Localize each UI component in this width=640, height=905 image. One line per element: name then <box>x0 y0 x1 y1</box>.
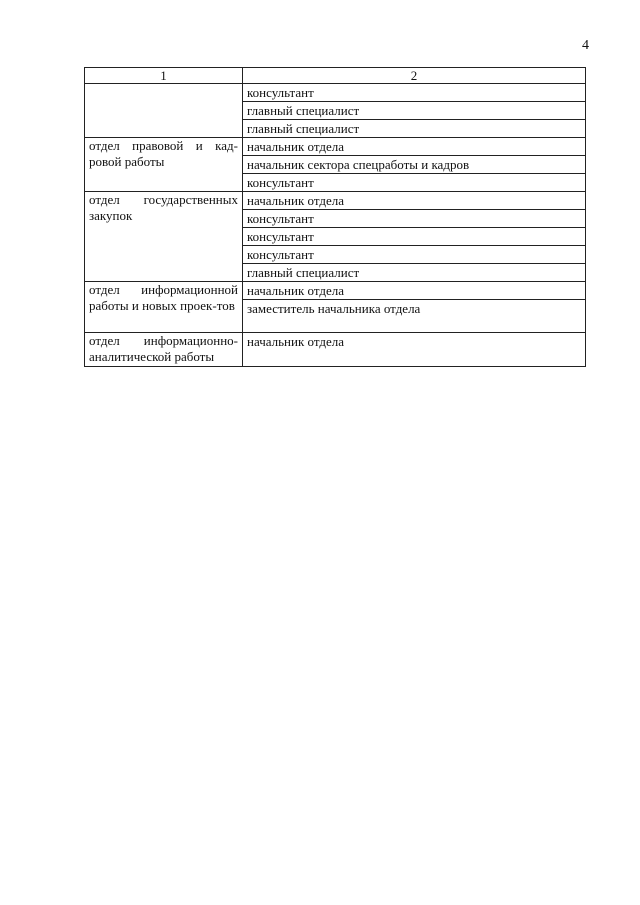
position-cell: начальник отдела <box>243 192 586 210</box>
table-row <box>85 282 586 300</box>
table-row <box>85 192 586 210</box>
position-cell: начальник отдела <box>243 333 586 367</box>
department-cell <box>85 84 243 138</box>
page-number: 4 <box>582 38 589 53</box>
table-row <box>85 84 586 102</box>
staff-table <box>84 67 586 367</box>
column-header: 1 <box>85 68 243 84</box>
department-cell: отдел государственных закупок <box>85 192 243 282</box>
table-row <box>85 333 586 367</box>
position-cell: начальник сектора спецработы и кадров <box>243 156 586 174</box>
department-cell: отдел правовой и кад-ровой работы <box>85 138 243 192</box>
position-cell: главный специалист <box>243 264 586 282</box>
department-cell: отдел информационной работы и новых проек-тов <box>85 282 243 333</box>
position-cell: заместитель начальника отдела <box>243 300 586 333</box>
position-cell: консультант <box>243 210 586 228</box>
column-header: 2 <box>243 68 586 84</box>
position-cell: главный специалист <box>243 120 586 138</box>
table-header-row <box>85 68 586 84</box>
position-cell: начальник отдела <box>243 138 586 156</box>
department-cell: отдел информационно-аналитической работы <box>85 333 243 367</box>
position-cell: начальник отдела <box>243 282 586 300</box>
position-cell: главный специалист <box>243 102 586 120</box>
position-cell: консультант <box>243 174 586 192</box>
position-cell: консультант <box>243 246 586 264</box>
table-row <box>85 138 586 156</box>
position-cell: консультант <box>243 228 586 246</box>
position-cell: консультант <box>243 84 586 102</box>
